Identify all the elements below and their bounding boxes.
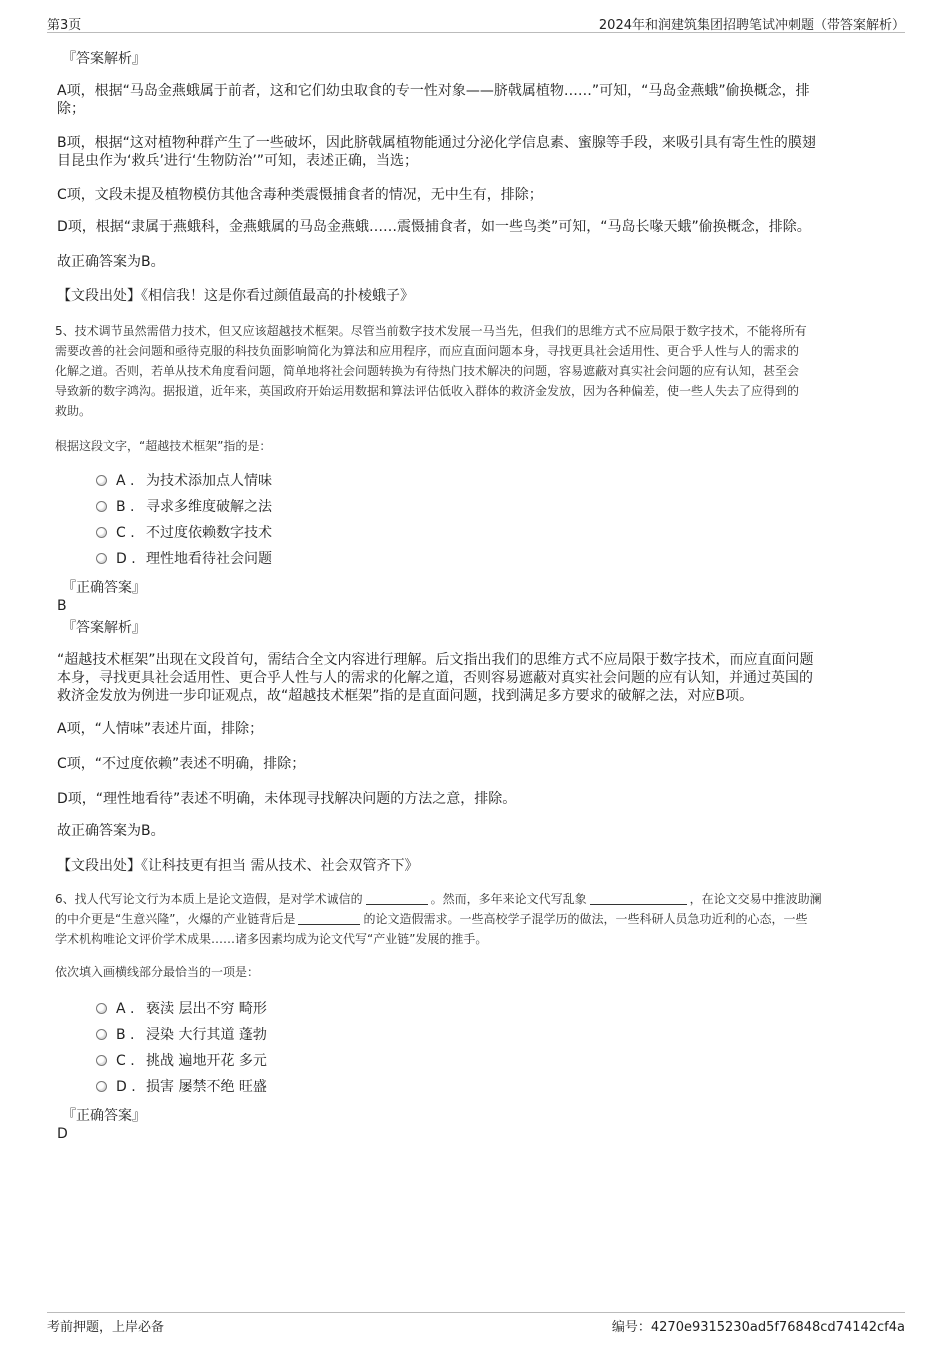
text-line: 5、技术调节虽然需借力技术，但又应该超越技术框架。尽管当前数字技术发展一马当先，但我们的思维方式不应局限于数字技术，不能将所有 (55, 324, 807, 338)
text-line: 化解之道。否则，若单从技术角度看问题，简单地将社会问题转换为有待热门技术解决的问题，容易遮蔽对真实社会问题的应有认知，甚至会 (55, 364, 800, 378)
q6-option-b[interactable] (96, 1026, 267, 1044)
q4-analysis-label: 『答案解析』 (62, 51, 146, 67)
q5-conclusion: 故正确答案为B。 (57, 823, 165, 839)
text-segment: 的中介更是“生意兴隆”，火爆的产业链背后是 (55, 912, 296, 926)
q5-analysis-a: A项，“人情味”表述片面，排除； (57, 721, 264, 737)
radio-icon[interactable] (96, 1081, 107, 1092)
radio-icon[interactable] (96, 475, 107, 486)
document-id: 编号：4270e9315230ad5f76848cd74142cf4a (611, 1320, 905, 1335)
option-text: 浸染 大行其道 蓬勃 (146, 1027, 267, 1043)
text-segment: 6、找人代写论文行为本质上是论文造假，是对学术诚信的 (55, 892, 363, 906)
q5-option-d[interactable] (96, 550, 272, 568)
q5-answer-label: 『正确答案』 (62, 580, 146, 596)
page-header (47, 14, 905, 33)
option-text: 挑战 遍地开花 多元 (146, 1053, 267, 1069)
q5-option-c[interactable] (96, 524, 272, 542)
text-line: 导致新的数字鸿沟。据报道，近年来，英国政府开始运用数据和算法评估低收入群体的救济金发放，因为各种偏差，使一些人失去了应得到的 (55, 384, 800, 398)
q5-option-b[interactable] (96, 498, 272, 516)
footer-slogan: 考前押题，上岸必备 (47, 1320, 165, 1335)
q6-option-d[interactable] (96, 1078, 267, 1096)
text-segment: 。然而，多年来论文代写乱象 (430, 892, 587, 906)
q5-stem (55, 321, 895, 421)
option-text: 不过度依赖数字技术 (146, 525, 272, 541)
option-letter: D . (116, 551, 136, 567)
text-line: B项，根据“这对植物种群产生了一些破坏，因此脐戟属植物能通过分泌化学信息素、蜜腺等手段，来吸引具有寄生性的膜翅 (57, 135, 816, 151)
q4-analysis-a (57, 82, 897, 118)
q6-option-c[interactable] (96, 1052, 267, 1070)
option-letter: D . (116, 1079, 136, 1095)
text-line: 需要改善的社会问题和亟待克服的科技负面影响简化为算法和应用程序，而应直面问题本身，寻找更具社会适用性、更合乎人性与人的需求的 (55, 344, 800, 358)
text-segment: ，在论文交易中推波助澜 (689, 892, 822, 906)
q4-source: 【文段出处】《相信我！这是你看过颜值最高的扑棱蛾子》 (57, 288, 414, 304)
q5-analysis (57, 651, 897, 705)
q6-stem (55, 889, 895, 949)
radio-icon[interactable] (96, 527, 107, 538)
q6-answer: D (57, 1126, 68, 1142)
text-line: 本身，寻找更具社会适用性、更合乎人性与人的需求的化解之道，否则容易遮蔽对真实社会问题的应有认知，并通过英国的 (57, 670, 813, 686)
radio-icon[interactable] (96, 1055, 107, 1066)
radio-icon[interactable] (96, 501, 107, 512)
q5-analysis-label: 『答案解析』 (62, 620, 146, 636)
option-text: 寻求多维度破解之法 (146, 499, 272, 515)
text-line (55, 909, 895, 929)
text-line: 救济金发放为例进一步印证观点，故“超越技术框架”指的是直面问题，找到满足多方要求的破解之法，对应B项。 (57, 688, 754, 704)
q4-analysis-d: D项，根据“隶属于燕蛾科，金燕蛾属的马岛金燕蛾……震慑捕食者，如一些鸟类”可知，“马岛长喙天蛾”偷换概念，排除。 (57, 219, 811, 235)
q6-option-a[interactable] (96, 1000, 267, 1018)
fill-blank[interactable] (298, 910, 360, 925)
q5-question: 根据这段文字，“超越技术框架”指的是： (55, 439, 272, 453)
option-letter: B . (116, 499, 135, 515)
q4-analysis-b (57, 134, 897, 170)
option-text: 为技术添加点人情味 (146, 473, 272, 489)
option-letter: B . (116, 1027, 135, 1043)
option-letter: C . (116, 1053, 135, 1069)
text-segment: 的论文造假需求。一些高校学子混学历的做法，一些科研人员急功近利的心态，一些 (363, 912, 808, 926)
option-text: 亵渎 层出不穷 畸形 (146, 1001, 267, 1017)
text-line: 学术机构唯论文评价学术成果……诸多因素均成为论文代写“产业链”发展的推手。 (55, 932, 488, 946)
page-footer (47, 1312, 905, 1335)
fill-blank[interactable] (590, 890, 687, 905)
text-line: A项，根据“马岛金燕蛾属于前者，这和它们幼虫取食的专一性对象——脐戟属植物……”可知，“马岛金燕蛾”偷换概念，排 (57, 83, 810, 99)
q5-analysis-d: D项，“理性地看待”表述不明确，未体现寻找解决问题的方法之意，排除。 (57, 791, 517, 807)
option-letter: A . (116, 473, 135, 489)
q4-analysis-c: C项，文段未提及植物模仿其他含毒种类震慑捕食者的情况，无中生有，排除； (57, 187, 543, 203)
q6-answer-label: 『正确答案』 (62, 1108, 146, 1124)
text-line (55, 889, 895, 909)
text-line: “超越技术框架”出现在文段首句，需结合全文内容进行理解。后文指出我们的思维方式不应局限于数字技术，而应直面问题 (57, 652, 814, 668)
text-line: 救助。 (55, 404, 92, 418)
option-letter: A . (116, 1001, 135, 1017)
q5-analysis-c: C项，“不过度依赖”表述不明确，排除； (57, 756, 306, 772)
radio-icon[interactable] (96, 1003, 107, 1014)
text-line: 除； (57, 101, 85, 117)
document-title: 2024年和润建筑集团招聘笔试冲刺题（带答案解析） (598, 18, 905, 33)
q5-option-a[interactable] (96, 472, 272, 490)
text-line: 目昆虫作为‘救兵’进行‘生物防治’”可知，表述正确，当选； (57, 153, 419, 169)
fill-blank[interactable] (366, 890, 428, 905)
q5-source: 【文段出处】《让科技更有担当 需从技术、社会双管齐下》 (57, 858, 419, 874)
q5-answer: B (57, 598, 67, 614)
q6-question: 依次填入画横线部分最恰当的一项是： (55, 965, 260, 979)
option-text: 理性地看待社会问题 (146, 551, 272, 567)
option-letter: C . (116, 525, 135, 541)
radio-icon[interactable] (96, 1029, 107, 1040)
q4-conclusion: 故正确答案为B。 (57, 254, 165, 270)
radio-icon[interactable] (96, 553, 107, 564)
option-text: 损害 屡禁不绝 旺盛 (146, 1079, 267, 1095)
page-number: 第3页 (47, 18, 82, 33)
